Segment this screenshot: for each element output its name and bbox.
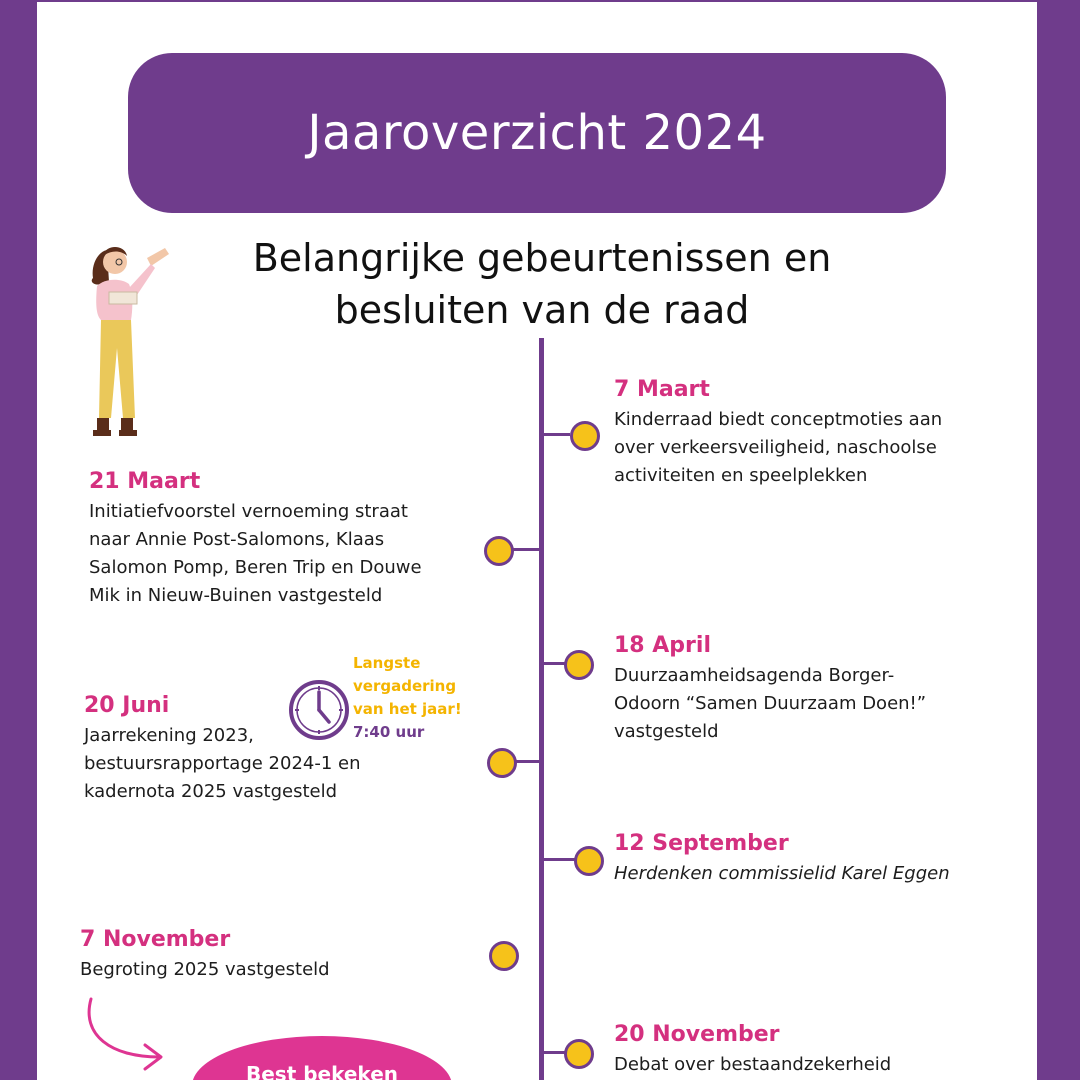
event-description [89, 498, 489, 610]
event-date: 20 Juni [84, 693, 170, 718]
timeline-branch [542, 1051, 566, 1054]
event-date: 20 November [614, 1022, 780, 1047]
subtitle-line-1: Belangrijke gebeurtenissen en [252, 236, 832, 280]
note-line: van het jaar! [353, 700, 462, 718]
event-18-april [614, 632, 1014, 746]
event-description-line: over verkeersveiligheid, naschoolse [614, 437, 937, 458]
timeline-dot [574, 846, 604, 876]
timeline-branch [542, 858, 576, 861]
best-bekeken-button[interactable]: Best bekeken [192, 1036, 452, 1080]
timeline-dot [489, 941, 519, 971]
timeline-dot [487, 748, 517, 778]
timeline-dot [570, 421, 600, 451]
event-date: 18 April [614, 633, 711, 658]
event-description-line: Kinderraad biedt conceptmoties aan [614, 409, 943, 430]
event-description [614, 662, 1014, 746]
clock-icon [287, 678, 351, 742]
event-7-maart [614, 376, 1014, 490]
note-line: Langste [353, 654, 421, 672]
event-description-line: Salomon Pomp, Beren Trip en Douwe [89, 557, 422, 578]
event-date: 7 Maart [614, 377, 710, 402]
event-description-line: bestuursrapportage 2024-1 en [84, 753, 361, 774]
timeline-branch [513, 548, 541, 551]
event-description-line: vastgesteld [614, 721, 719, 742]
event-description-line: naar Annie Post-Salomons, Klaas [89, 529, 385, 550]
event-21-maart [89, 468, 489, 610]
event-12-september [614, 830, 1024, 888]
timeline-branch [542, 662, 566, 665]
event-date: 12 September [614, 831, 789, 856]
timeline-branch [515, 760, 541, 763]
note-time: 7:40 uur [353, 723, 425, 741]
title-banner [128, 53, 946, 213]
top-border [37, 0, 1037, 2]
note-line: vergadering [353, 677, 457, 695]
timeline-branch [542, 433, 570, 436]
event-20-november [614, 1021, 1014, 1079]
infographic-panel [37, 0, 1037, 1080]
event-description-line: Debat over bestaandzekerheid [614, 1054, 892, 1075]
event-date: 7 November [80, 927, 231, 952]
event-description-line: Mik in Nieuw-Buinen vastgesteld [89, 585, 383, 606]
timeline-line [539, 338, 544, 1080]
page-title: Jaaroverzicht 2024 [307, 105, 767, 161]
curved-arrow-icon [81, 995, 181, 1080]
event-description [614, 406, 1014, 490]
event-description-line: Begroting 2025 vastgesteld [80, 959, 330, 980]
event-description-line: Jaarrekening 2023, [84, 725, 254, 746]
event-7-november [80, 926, 460, 984]
woman-presenting-illustration [75, 238, 185, 443]
event-description-line: Initiatiefvoorstel vernoeming straat [89, 501, 408, 522]
page-subtitle [177, 232, 907, 336]
event-description [614, 1051, 1014, 1079]
subtitle-line-2: besluiten van de raad [334, 288, 750, 332]
longest-meeting-note [353, 652, 473, 744]
event-description-line: kadernota 2025 vastgesteld [84, 781, 338, 802]
event-date: 21 Maart [89, 469, 201, 494]
event-description [80, 956, 460, 984]
event-description-line: activiteiten en speelplekken [614, 465, 868, 486]
event-description [614, 860, 1024, 888]
event-description-line: Odoorn “Samen Duurzaam Doen!” [614, 693, 927, 714]
timeline-dot [564, 650, 594, 680]
event-description-line: Herdenken commissielid Karel Eggen [614, 863, 950, 884]
event-description-line: Duurzaamheidsagenda Borger- [614, 665, 895, 686]
timeline-dot [564, 1039, 594, 1069]
